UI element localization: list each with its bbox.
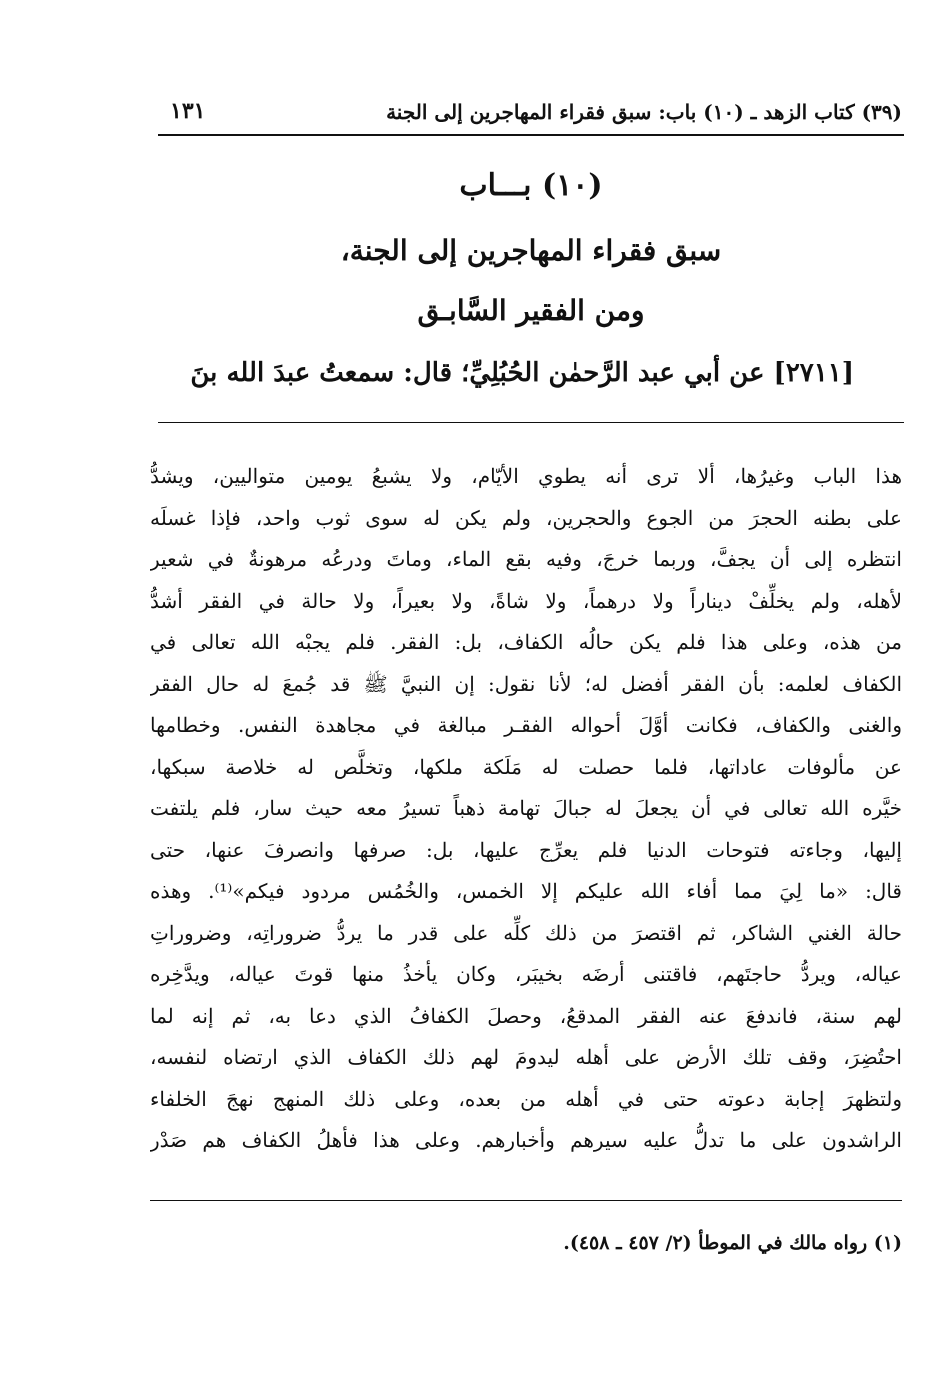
chapter-title-line-2: ومن الفقير السَّابـق <box>417 294 645 327</box>
text-line: هذا الباب وغيرُها، ألا ترى أنه يطوي الأيّام، ولا يشبعُ يومين متواليين، ويشدُّ <box>150 464 902 488</box>
text-line: لهم سنة، فاندفعَ عنه الفقر المدقعُ، وحصلَ الكفافُ الذي دعا به، ثم إنه لما <box>150 1003 902 1028</box>
text-line: انتظره إلى أن يجفَّ، وربما خرجَ، وفيه بقع الماء، وماتَ ودرعُه مرهونةٌ في شعير <box>150 547 902 571</box>
text-line: قال: «ما لِيَ مما أفاء الله عليكم إلا الخمس، والخُمُس مردود فيكم»⁽¹⁾. وهذه <box>150 879 902 903</box>
text-line: ولتظهرَ إجابة دعوته حتى في أهله من بعده، وعلى ذلك المنهج نهجَ الخلفاء <box>150 1086 902 1111</box>
text-line: من هذه، وعلى هذا فلم يكن حالُه الكفاف، بل: الفقر. فلم يجبْه الله تعالى في <box>150 630 902 654</box>
section-divider <box>158 422 904 423</box>
text-line: والغنى والكفاف، فكانت أوَّلَ أحواله الفقـر مبالغة في مجاهدة النفس. وخطامها <box>150 713 902 737</box>
text-line: الكفاف لعلمه: بأن الفقر أفضل له؛ لأنا نقول: إن النبيَّ ﷺ قد جُمعَ له حال الفقر <box>150 671 902 696</box>
text-line: عن مألوفات عاداتها، فلما حصلت له مَلَكة ملكها، وتخلَّص له خلاصة سبكها، <box>150 754 902 779</box>
running-header <box>170 96 902 132</box>
text-line: خيَّره الله تعالى في أن يجعلَ له جبالَ تهامة ذهباً تسيرُ معه حيث سار، فلم يلتفت <box>150 796 902 820</box>
footnote-divider <box>150 1200 902 1201</box>
text-line: لأهله، ولم يخلِّفْ ديناراً ولا درهماً، ولا شاةً، ولا بعيراً، ولا حالة في الفقر أشدُّ <box>150 588 902 613</box>
page-number: ١٣١ <box>170 98 206 124</box>
text-line: إليها، وجاءته فتوحات الدنيا فلم يعرِّج عليها، بل: صرفها وانصرفَ عنها، حتى <box>150 837 902 862</box>
hadith-intro: [٢٧١١] عن أبي عبد الرَّحمٰن الحُبُلِيِّ؛ قال: سمعتُ عبدَ الله بنَ <box>190 358 854 388</box>
running-title: (٣٩) كتاب الزهد ـ (١٠) باب: سبق فقراء المهاجرين إلى الجنة <box>386 100 902 124</box>
text-line: عياله، ويردُّ حاجتَهم، فاقتنى أرضَه بخيبَر، وكان يأخذُ منها قوتَ عياله، ويدَّخِره <box>150 962 902 986</box>
text-line: على بطنه الحجرَ من الجوع والحجرين، ولم يكن له سوى ثوب واحد، فإذا غسلَه <box>150 505 902 530</box>
footnote: (١) رواه مالك في الموطأ (٢/ ٤٥٧ ـ ٤٥٨). <box>563 1232 902 1254</box>
text-line: احتُضِرَ، وقف تلك الأرض على أهله ليدومَ لهم ذلك الكفاف الذي ارتضاه لنفسه، <box>150 1045 902 1069</box>
header-rule <box>158 134 904 136</box>
chapter-number: (١٠) بـــاب <box>459 168 603 203</box>
commentary-text <box>150 456 902 1162</box>
chapter-title-line-1: سبق فقراء المهاجرين إلى الجنة، <box>340 234 722 267</box>
text-line: حالة الغني الشاكر، ثم اقتصرَ من ذلك كلِّه على قدر ما يردُّ ضروراتِه، وضروراتِ <box>150 920 902 945</box>
text-line: الراشدون على ما تدلُّ عليه سيرهم وأخبارهم. وعلى هذا فأهلُ الكفاف هم صَدْر <box>150 1128 902 1152</box>
